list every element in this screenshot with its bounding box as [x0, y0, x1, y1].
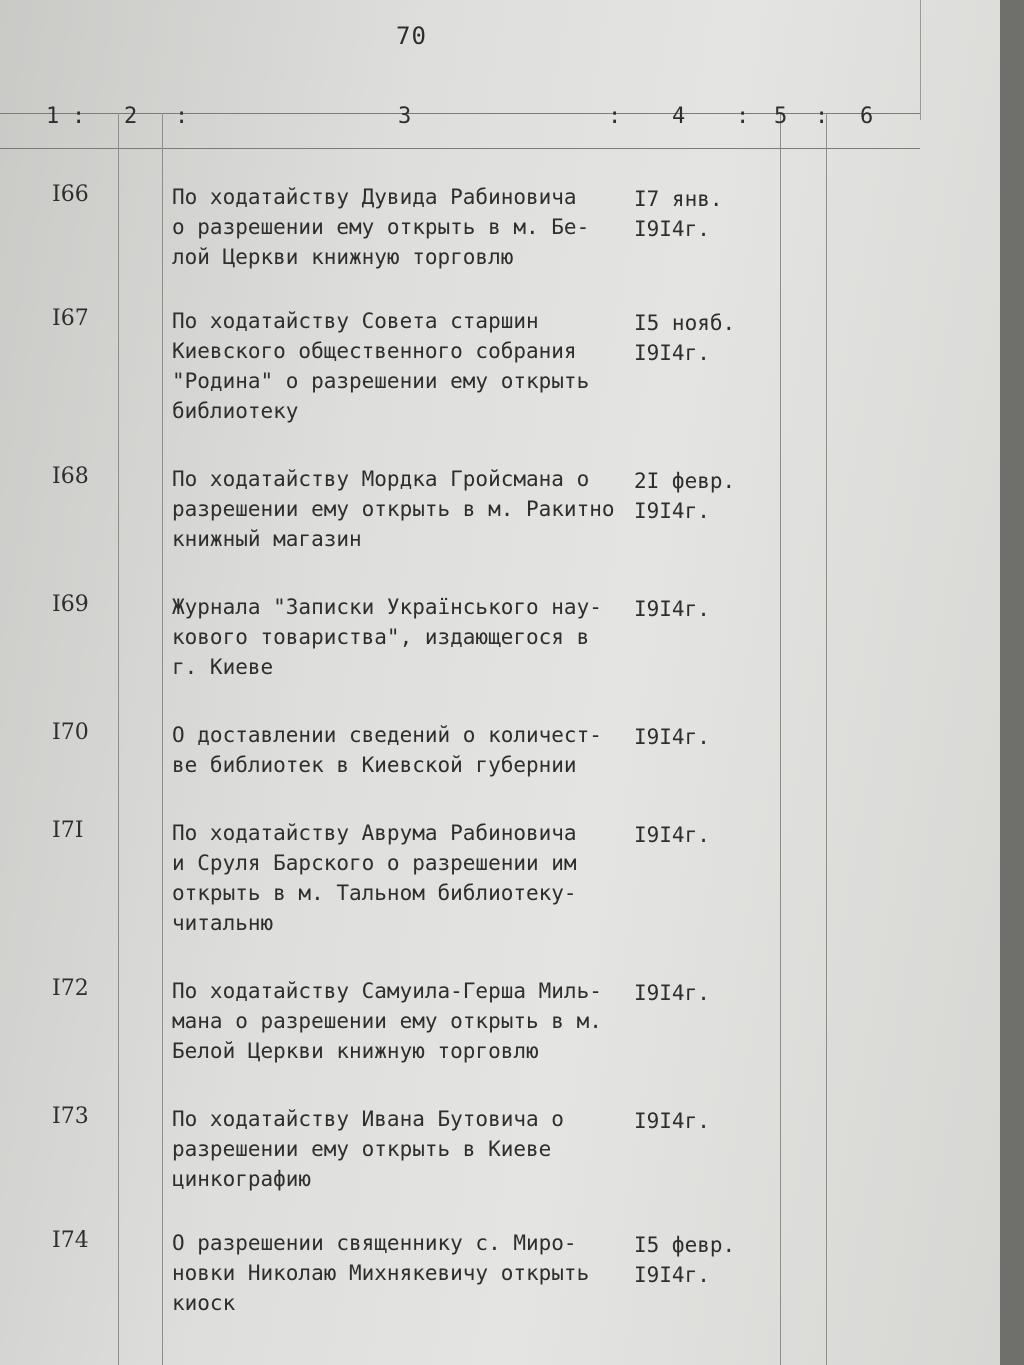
entry-date: I9I4г. [634, 1109, 710, 1133]
entry-date: I9I4г. [634, 823, 710, 847]
column-divider [162, 113, 163, 1365]
entry-number: I69 [52, 592, 89, 617]
entry-title: По ходатайству Дувида Рабиновича о разрешении ему открыть в м. Бе- лой Церкви книжную торговлю [172, 185, 590, 269]
page-number: 70 [396, 22, 427, 50]
entry-date: I9I4г. [634, 725, 710, 749]
entry-number: I7I [52, 818, 84, 843]
entry-date: I5 февр. I9I4г. [634, 1233, 736, 1287]
document-page: 70 1 : 2 : 3 : 4 : 5 : 6 I66 По ходатайству Дувида Рабиновича о разрешении ему открыть в м. Бе- лой Церкви книжную торговлю I7 янв. I9I4г. I67 По ходатайству Совета старшин Киевского общественного собрания "Родина" о разрешении ему открыть библиотеку I5 нояб. I9I4г. I68 По ходатайству Мордка Гройсмана о разрешении ему открыть в м. Ракитно книжный магазин 2I февр. I9I4г. I69 Журнала "Записки Українського нау- кового товариства", издающегося в г. Киеве I9I4г. I70 О доставлении сведений о количест- ве библиотек в Киевской губернии I9I4г. I7I По ходатайству Аврума Рабиновича и Сруля Барского о разрешении им открыть в м. Тальном библиотеку- читальню I9I4г. I72 По ходатайству Самуила-Герша Миль- мана о разрешении ему открыть в м. Белой Церкви книжную торговлю I9I4г. I73 По ходатайству Ивана Бутовича о разрешении ему открыть в Киеве цинкографию I9I4г. I74 О разрешении священнику с. Миро- новки Николаю Михнякевичу открыть киоск I5 февр. I9I4г. [0, 0, 1000, 1365]
column-divider [118, 113, 119, 1365]
entry-date: 2I февр. I9I4г. [634, 469, 736, 523]
entry-date: I9I4г. [634, 597, 710, 621]
entry-title: О разрешении священнику с. Миро- новки Николаю Михнякевичу открыть киоск [172, 1231, 590, 1315]
entry-title: По ходатайству Ивана Бутовича о разрешении ему открыть в Киеве цинкографию [172, 1107, 564, 1191]
column-number: 1 [46, 104, 60, 129]
entry-title: О доставлении сведений о количест- ве библиотек в Киевской губернии [172, 723, 602, 777]
entry-date: I5 нояб. I9I4г. [634, 311, 736, 365]
entry-number: I68 [52, 464, 89, 489]
column-number: 3 [398, 104, 412, 129]
entry-number: I73 [52, 1104, 89, 1129]
entry-number: I67 [52, 306, 89, 331]
entry-number: I66 [52, 182, 89, 207]
entry-number: I74 [52, 1228, 89, 1253]
page-edge [920, 0, 921, 120]
column-number: 4 [672, 104, 686, 129]
entry-number: I72 [52, 976, 89, 1001]
entry-date: I7 янв. I9I4г. [634, 187, 723, 241]
entry-title: По ходатайству Мордка Гройсмана о разрешении ему открыть в м. Ракитно книжный магазин [172, 467, 615, 551]
header-bottom-rule [0, 148, 920, 149]
entry-title: По ходатайству Самуила-Герша Миль- мана о разрешении ему открыть в м. Белой Церкви книжную торговлю [172, 979, 602, 1063]
column-number: 2 [124, 104, 138, 129]
entry-title: Журнала "Записки Українського нау- кового товариства", издающегося в г. Киеве [172, 595, 602, 679]
column-number: 6 [860, 104, 874, 129]
entry-title: По ходатайству Аврума Рабиновича и Сруля Барского о разрешении им открыть в м. Тальном библиотеку- читальню [172, 821, 577, 935]
column-number: 5 [774, 104, 788, 129]
entry-number: I70 [52, 720, 89, 745]
entry-date: I9I4г. [634, 981, 710, 1005]
column-divider [826, 113, 827, 1365]
column-divider [780, 113, 781, 1365]
entry-title: По ходатайству Совета старшин Киевского общественного собрания "Родина" о разрешении ему открыть библиотеку [172, 309, 590, 423]
